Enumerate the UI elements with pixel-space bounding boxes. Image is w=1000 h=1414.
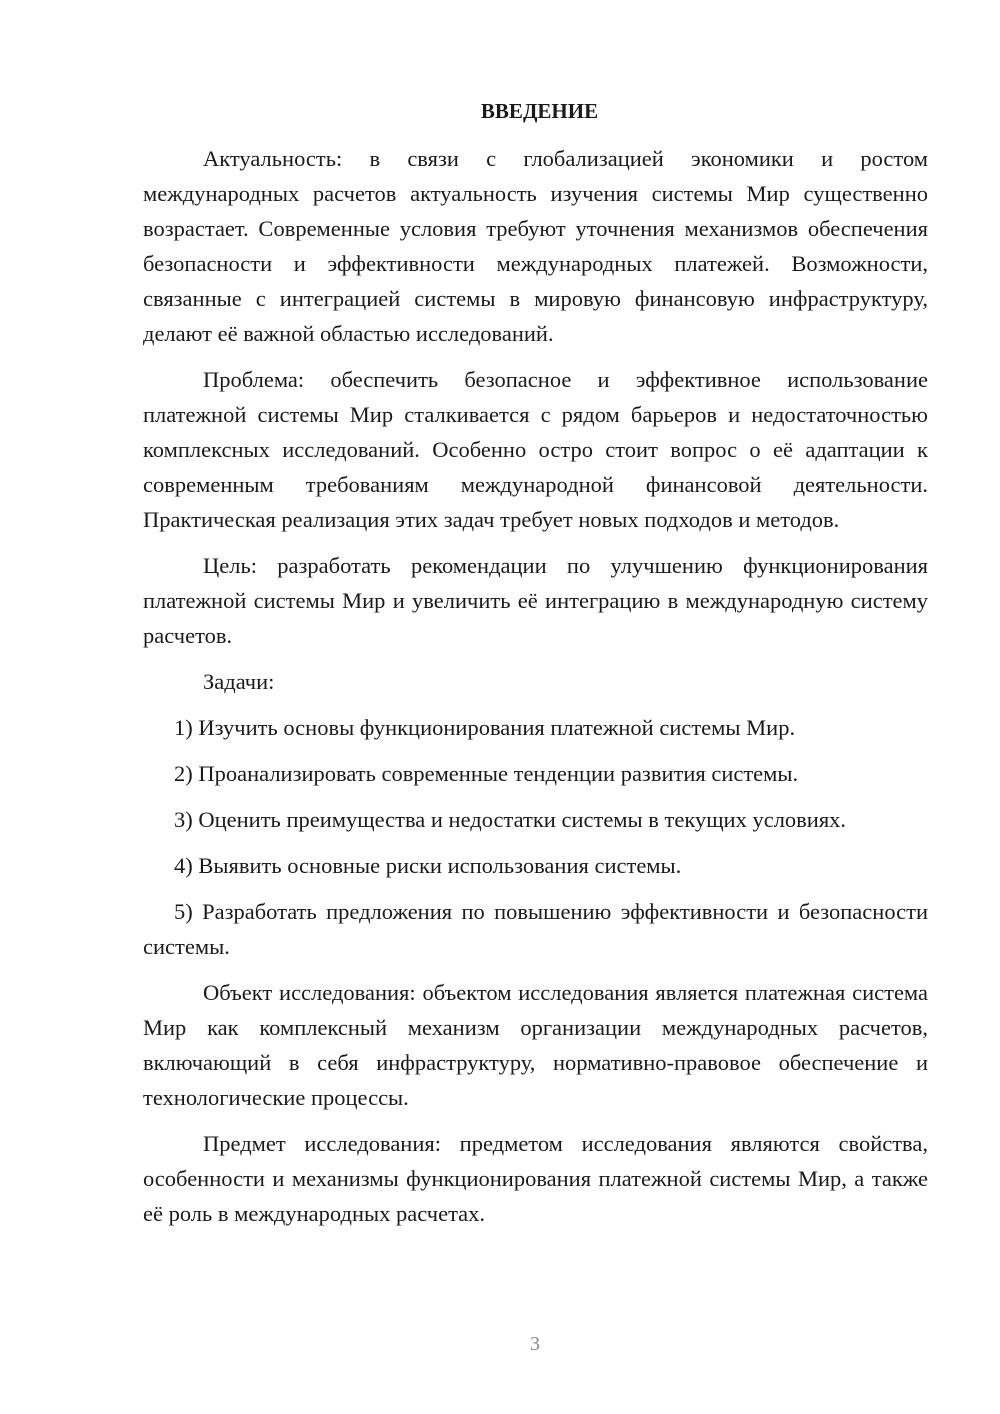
list-item: 5) Разработать предложения по повышению эффективности и безопасности системы.	[143, 899, 928, 959]
section-title: ВВЕДЕНИЕ	[480, 99, 599, 123]
tasks-label: Задачи:	[203, 669, 275, 694]
paragraph-goal: Цель: разработать рекомендации по улучшению функционирования платежной системы Мир и увеличить её интеграцию в международную систему расчетов.	[143, 553, 928, 648]
page-number: 3	[530, 1333, 540, 1355]
list-item: 2) Проанализировать современные тенденции развития системы.	[174, 761, 799, 786]
paragraph-object: Объект исследования: объектом исследования является платежная система Мир как комплексный механизм организации международных расчетов, включающий в себя инфраструктуру, нормативно-правовое обеспечение и технологические процессы.	[143, 980, 928, 1110]
document-body	[143, 95, 928, 1242]
list-item: 3) Оценить преимущества и недостатки системы в текущих условиях.	[174, 807, 847, 832]
paragraph-relevance: Актуальность: в связи с глобализацией экономики и ростом международных расчетов актуальность изучения системы Мир существенно возрастает. Современные условия требуют уточнения механизмов обеспечения безопасности и эффективности международных платежей. Возможности, связанные с интеграцией системы в мировую финансовую инфраструктуру, делают её важной областью исследований.	[143, 146, 928, 346]
list-item: 1) Изучить основы функционирования платежной системы Мир.	[174, 715, 796, 740]
tasks-list	[143, 710, 928, 964]
list-item: 4) Выявить основные риски использования системы.	[174, 853, 682, 878]
paragraph-problem: Проблема: обеспечить безопасное и эффективное использование платежной системы Мир сталкивается с рядом барьеров и недостаточностью комплексных исследований. Особенно остро стоит вопрос о её адаптации к современным требованиям международной финансовой деятельности. Практическая реализация этих задач требует новых подходов и методов.	[143, 367, 928, 532]
paragraph-subject: Предмет исследования: предметом исследования являются свойства, особенности и механизмы функционирования платежной системы Мир, а также её роль в международных расчетах.	[143, 1131, 928, 1226]
